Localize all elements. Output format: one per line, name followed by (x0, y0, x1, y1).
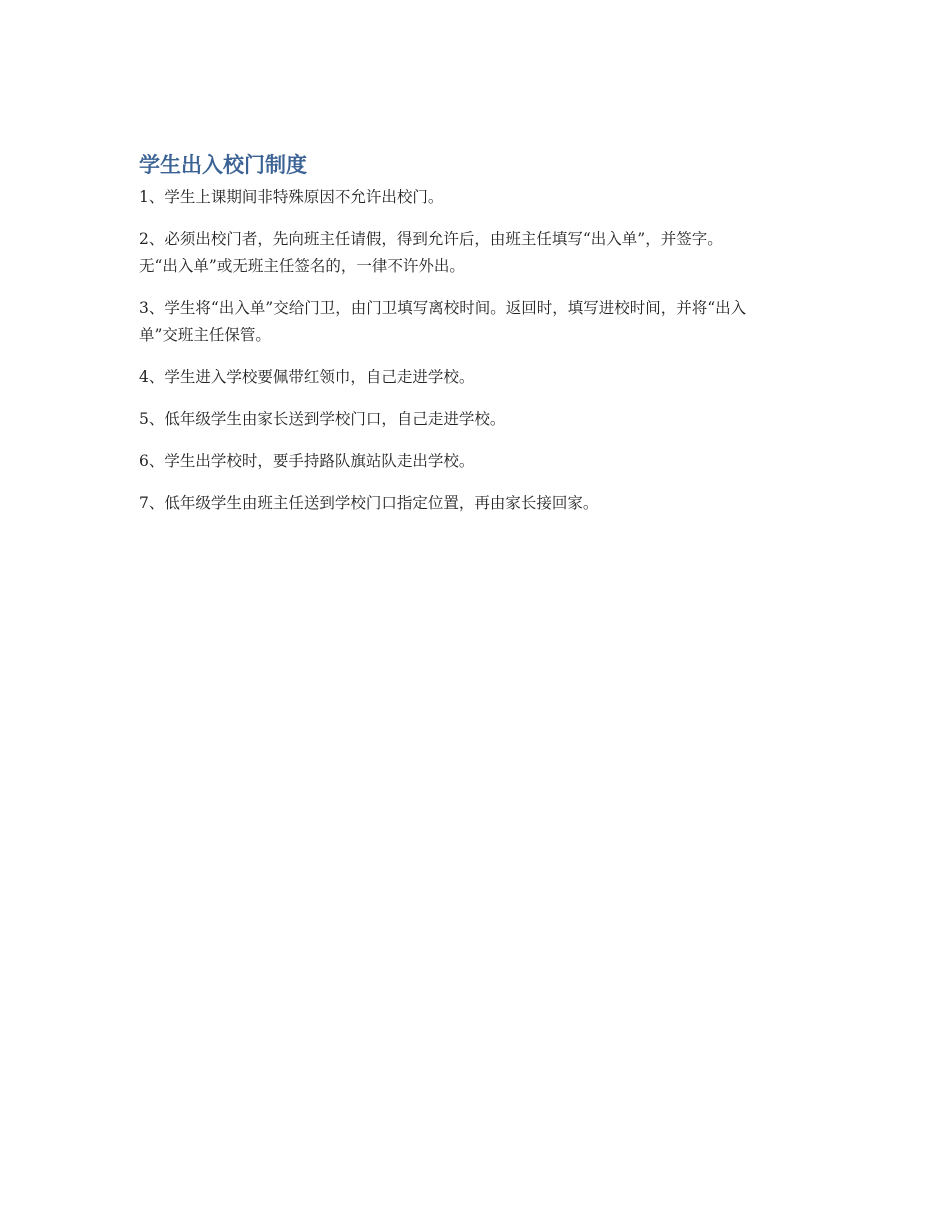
rule-line: 3、学生将“出入单”交给门卫，由门卫填写离校时间。返回时，填写进校时间，并将“出入 (139, 299, 747, 317)
rule-line: 6、学生出学校时，要手持路队旗站队走出学校。 (139, 452, 475, 470)
rule-paragraph-1 (139, 184, 811, 211)
rule-line: 4、学生进入学校要佩带红领巾，自己走进学校。 (139, 368, 475, 386)
rule-line: 5、低年级学生由家长送到学校门口，自己走进学校。 (139, 410, 506, 428)
document-body (139, 150, 811, 532)
rule-paragraph-6 (139, 448, 811, 475)
rule-paragraph-2 (139, 226, 811, 280)
rule-paragraph-4 (139, 364, 811, 391)
rule-line: 单”交班主任保管。 (139, 326, 271, 344)
rule-paragraph-3 (139, 295, 811, 349)
rule-line: 7、低年级学生由班主任送到学校门口指定位置，再由家长接回家。 (139, 494, 599, 512)
rule-line: 2、必须出校门者，先向班主任请假，得到允许后，由班主任填写“出入单”，并签字。 (139, 230, 723, 248)
document-title: 学生出入校门制度 (139, 153, 307, 177)
rule-line: 无“出入单”或无班主任签名的，一律不许外出。 (139, 257, 465, 275)
rule-paragraph-5 (139, 406, 811, 433)
rule-line: 1、学生上课期间非特殊原因不允许出校门。 (139, 188, 444, 206)
rule-paragraph-7 (139, 490, 811, 517)
